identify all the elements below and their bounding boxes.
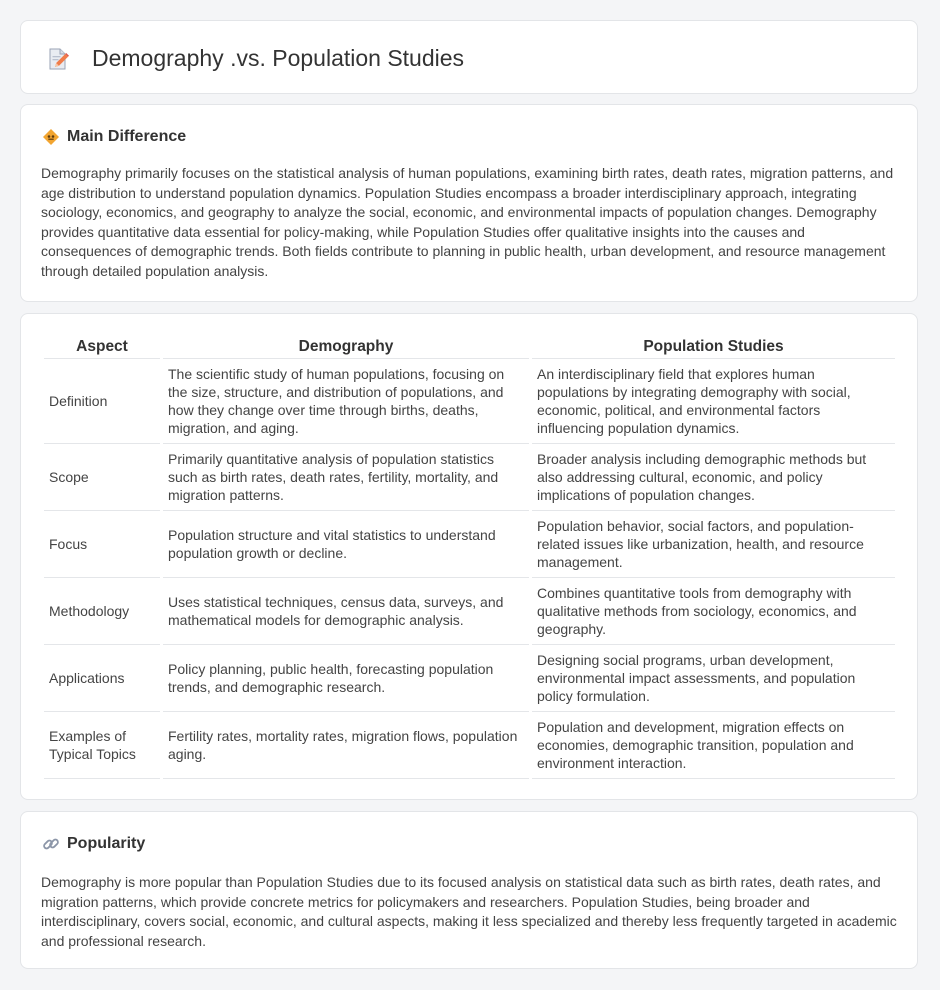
popularity-heading-row	[42, 833, 145, 855]
demography-cell: Population structure and vital statistics to understand population growth or decline.	[163, 511, 529, 578]
population-studies-cell: Designing social programs, urban development, environmental impact assessments, and population policy formulation.	[532, 645, 895, 712]
population-studies-cell: Population and development, migration effects on economies, demographic transition, population and environment interaction.	[532, 712, 895, 779]
column-header-aspect: Aspect	[44, 334, 160, 359]
aspect-cell: Examples of Typical Topics	[44, 712, 160, 779]
demography-cell: Uses statistical techniques, census data, surveys, and mathematical models for demographic analysis.	[163, 578, 529, 645]
table-row	[44, 712, 895, 779]
table-row	[44, 511, 895, 578]
table-row	[44, 578, 895, 645]
diamond-icon	[42, 128, 60, 146]
aspect-cell: Focus	[44, 511, 160, 578]
header-card	[20, 20, 918, 94]
demography-cell: Policy planning, public health, forecasting population trends, and demographic research.	[163, 645, 529, 712]
aspect-cell: Definition	[44, 359, 160, 444]
table-row	[44, 359, 895, 444]
population-studies-cell: An interdisciplinary field that explores human populations by integrating demography with social, economic, political, and environmental factors influencing population dynamics.	[532, 359, 895, 444]
main-difference-section	[20, 104, 918, 302]
document-edit-icon	[46, 47, 70, 71]
population-studies-cell: Combines quantitative tools from demography with qualitative methods from sociology, economics, and geography.	[532, 578, 895, 645]
aspect-cell: Methodology	[44, 578, 160, 645]
table-row	[44, 444, 895, 511]
population-studies-cell: Broader analysis including demographic methods but also addressing cultural, economic, and policy implications of population changes.	[532, 444, 895, 511]
popularity-text: Demography is more popular than Population Studies due to its focused analysis on statistical data such as birth rates, death rates, and migration patterns, which provide concrete metrics for policymakers and researchers. Population Studies, being broader and interdisciplinary, covers social, economic, and cultural aspects, making it less specialized and thereby less frequently targeted in academic and professional research.	[41, 874, 897, 949]
comparison-section	[20, 313, 918, 800]
link-icon	[42, 835, 60, 853]
popularity-heading: Popularity	[67, 835, 146, 852]
main-difference-text: Demography primarily focuses on the statistical analysis of human populations, examining birth rates, death rates, migration patterns, and age distribution to understand population dynamics. Population Studies encompass a broader interdisciplinary approach, integrating sociology, economics, and geography to analyze the social, economic, and environmental impacts of population changes. Demography provides quantitative data essential for policy-making, while Population Studies offer qualitative insights into the causes and consequences of demographic trends. Both fields contribute to planning in public health, urban development, and resource management through detailed population analysis.	[41, 165, 894, 279]
population-studies-cell: Population behavior, social factors, and population-related issues like urbanization, health, and resource management.	[532, 511, 895, 578]
column-header-demography: Demography	[163, 334, 529, 359]
comparison-table	[41, 334, 898, 779]
main-difference-heading: Main Difference	[67, 128, 187, 145]
page-title: Demography .vs. Population Studies	[92, 45, 465, 71]
demography-cell: The scientific study of human populations, focusing on the size, structure, and distribution of populations, and how they change over time through births, deaths, migration, and aging.	[163, 359, 529, 444]
table-header-row	[44, 334, 895, 359]
popularity-section	[20, 811, 918, 969]
aspect-cell: Applications	[44, 645, 160, 712]
demography-cell: Primarily quantitative analysis of population statistics such as birth rates, death rates, fertility, mortality, and migration patterns.	[163, 444, 529, 511]
main-difference-heading-row	[42, 126, 186, 148]
demography-cell: Fertility rates, mortality rates, migration flows, population aging.	[163, 712, 529, 779]
table-row	[44, 645, 895, 712]
aspect-cell: Scope	[44, 444, 160, 511]
column-header-population-studies: Population Studies	[532, 334, 895, 359]
